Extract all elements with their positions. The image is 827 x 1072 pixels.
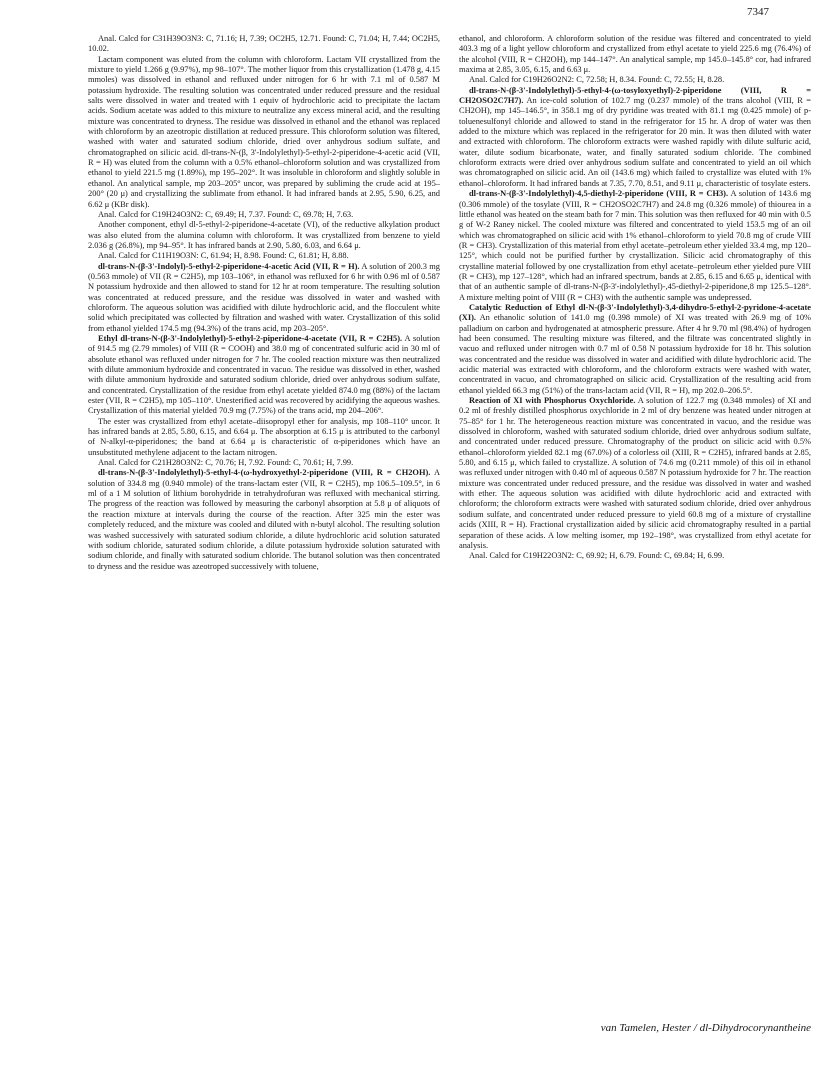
running-footer: van Tamelen, Hester / dl-Dihydrocorynantheine [600, 1022, 811, 1034]
paragraph [88, 251, 440, 261]
paragraph [88, 220, 440, 251]
paragraph [459, 34, 811, 75]
paragraph [88, 458, 440, 468]
paragraph [88, 262, 440, 334]
paragraph [88, 55, 440, 210]
paragraph-text: Anal. Calcd for C11H19O3N: C, 61.94; H, 8.98. Found: C, 61.81; H, 8.88. [98, 251, 349, 261]
paragraph [459, 189, 811, 303]
paragraph-text: Lactam component was eluted from the column with chloroform. Lactam VII crystallized from the mixture to yield 1.266 g (9.97%), mp 98–107°. The mother liquor from this crystallization (1.478 g, 4.15 mmoles) was dissolved in ethanol and refluxed under nitrogen for 6 hr with 7.1 ml of 0.587 M potassium hydroxide. The resulting solution was concentrated under reduced pressure and the residual salts were dissolved in water and treated with 1 equiv of hydrochloric acid to precipitate the lactam acids. Sodium acetate was added to this mixture to neutralize any excess mineral acid, and the resulting mixture was concentrated to dryness. The residue was dissolved in ethanol and the ethanol was replaced with chloroform by an azeotropic distillation at reduced pressure. This chloroform solution was filtered, washed with water and saturated sodium chloride, dried over anhydrous sodium sulfate, and chromatographed on silicic acid. dl-trans-N-(β, 3'-Indolylethyl)-5-ethyl-2-piperidone-4-acetic acid (VII, R = H) was eluted from the column with a 0.5% ethanol–chloroform solution and was crystallized from ethanol to yield 221.5 mg (1.89%), mp 195–202°. It was insoluble in chloroform and slightly soluble in ethanol. An analytical sample, mp 203–205° uncor, was prepared by subliming the crude acid at 195–200° (20 μ) and crystallizing the sublimate from ethanol. It had infrared bands at 2.95, 5.90, 6.25, and 6.62 μ (KBr disk). [88, 54, 440, 209]
paragraph [88, 468, 440, 571]
paragraph-text: A solution of 143.6 mg (0.306 mmole) of the tosylate (VIII, R = CH2OSO2C7H7) and 24.8 mg (0.326 mmole) of thiourea in a little ethanol was heated on the steam bath for 7 min. This solution was then refluxed for 40 min with 0.5 g of W-2 Raney nickel. The cooled mixture was filtered and concentrated to yield 153.5 mg of an oil which was chromatographed on silicic acid with 1% ethanol–chloroform to yield 70.8 mg of crude VIII (R = CH3). Crystallization of this material from ethyl acetate–petroleum ether yielded 33.4 mg, mp 120–125°, which could not be purified further by crystallization. Silicic acid chromatography of this crystalline material followed by one crystallization from ethyl acetate–petroleum ether yielded pure VIII (R = CH3), mp 127–128°, which had an infrared spectrum, bands at 2.85, 6.15 and 6.65 μ, identical with that of an authentic sample of dl-trans-N-(β-3'-indolylethyl)-,45-diethyl-2-piperidone,8 mp 125.5–128°. A mixture melting point of VIII (R = CH3) with the authentic sample was undepressed. [459, 189, 812, 302]
paragraph-text: Anal. Calcd for C19H26O2N2: C, 72.58; H, 8.34. Found: C, 72.55; H, 8.28. [469, 75, 725, 85]
paragraph-text: A solution of 200.3 mg (0.563 mmole) of VII (R = C2H5), mp 103–106°, in ethanol was refluxed for 6 hr with 0.96 ml of 0.587 N potassium hydroxide and then allowed to stand for 12 hr at room temperature. The resulting solution was concentrated at reduced pressure, and the residue was dissolved in water and washed with chloroform. The aqueous solution was acidified with dilute hydrochloric acid, and the flocculent white solid which precipitated was collected by filtration and washed with water. Crystallization of this solid from ethanol yielded 174.5 mg (94.3%) of the trans acid, mp 203–205°. [88, 261, 440, 333]
paragraph [88, 417, 440, 458]
paragraph-text: A solution of 334.8 mg (0.940 mmole) of the trans-lactam ester (VII, R = C2H5), mp 106.5–109.5°, in 6 ml of a 1 M solution of lithium borohydride in tetrahydrofuran was refluxed with mechanical stirring. The progress of the reaction was followed by measuring the carbonyl absorption at 5.8 μ of aliquots of the reaction mixture at intervals during the course of the reaction. After 325 min the ester was completely reduced, and the mixture was cooled and diluted with n-butyl alcohol. The resulting solution was washed successively with saturated sodium chloride, a dilute hydrochloric acid solution saturated with sodium chloride, saturated sodium chloride, a dilute potassium hydroxide solution saturated with sodium chloride, and finally with saturated sodium chloride. The butanol solution was then concentrated to dryness and the residue was azeotroped successively with toluene, [88, 468, 440, 571]
paragraph-text: Anal. Calcd for C19H24O3N2: C, 69.49; H, 7.37. Found: C, 69.78; H, 7.63. [98, 209, 354, 219]
page-number: 7347 [747, 6, 769, 18]
paragraph-text: The ester was crystallized from ethyl acetate–diisopropyl ether for analysis, mp 108–110° uncor. It has infrared bands at 2.85, 5.80, 6.15, and 6.64 μ. The absorption at 6.15 μ is attributed to the carbonyl of N-alkyl-α-piperidones; the band at 6.64 μ is characteristic of α-piperidones which have an unsubstituted methylene adjacent to the lactam nitrogen. [88, 416, 440, 457]
right-column [459, 34, 811, 562]
section-heading: Reaction of XI with Phosphorus Oxychloride. [469, 396, 636, 406]
section-heading: Ethyl dl-trans-N-(β-3'-Indolylethyl)-5-ethyl-2-piperidone-4-acetate (VII, R = C2H5). [98, 333, 403, 343]
section-heading: dl-trans-N-(β-3'-Indolylethyl)-5-ethyl-4-(ω-hydroxyethyl-2-piperidone (VIII, R = CH2OH). [98, 468, 431, 478]
section-heading: dl-trans-N-(β-3'-Indolyl)-5-ethyl-2-piperidone-4-acetic Acid (VII, R = H). [98, 261, 360, 271]
paragraph-text: An ice-cold solution of 102.7 mg (0.237 mmole) of the trans alcohol (VIII, R = CH2OH), mp 145–146.5°, in 358.1 mg of dry pyridine was treated with 81.1 mg (0.425 mmole) of p-toluenesulfonyl chloride and allowed to stand in the refrigerator for 15 hr. A drop of water was then added to the mixture which was replaced in the refrigerator for 20 min. It was then diluted with water and extracted with chloroform. The chloroform extracts were washed rapidly with dilute sulfuric acid, water, dilute sodium bicarbonate, water, and finally saturated sodium chloride. The combined chloroform extracts were dried over anhydrous sodium sulfate and concentrated to yield an oil which was chromatographed on silicic acid. An oil (143.6 mg) which failed to crystallize was eluted with 1% ethanol–chloroform. It had infrared bands at 7.35, 7.70, 8.51, and 9.11 μ, characteristic of tosylate esters. [459, 96, 811, 188]
paragraph [459, 396, 811, 551]
paragraph-text: Anal. Calcd for C31H39O3N3: C, 71.16; H, 7.39; OC2H5, 12.71. Found: C, 71.04; H, 7.44; OC2H5, 10.02. [88, 34, 440, 54]
paragraph [88, 334, 440, 417]
paragraph [88, 210, 440, 220]
paragraph-text: Anal. Calcd for C19H22O3N2: C, 69.92; H, 6.79. Found: C, 69.84; H, 6.99. [469, 551, 725, 561]
paragraph [88, 34, 440, 55]
paragraph-text: Another component, ethyl dl-5-ethyl-2-piperidone-4-acetate (VI), of the reductive alkylation product was also eluted from the alumina column with chloroform. It was crystallized from benzene to yield 2.036 g (26.8%), mp 94–95°. It has infrared bands at 2.90, 5.80, 6.03, and 6.64 μ. [88, 220, 440, 250]
paragraph-text: A solution of 914.5 mg (2.79 mmoles) of VIII (R = COOH) and 38.0 mg of concentrated sulfuric acid in 30 ml of absolute ethanol was refluxed under nitrogen for 7 hr. The cooled reaction mixture was then neutralized with dilute ammonium hydroxide and concentrated in vacuo. The residue was dissolved in ether, washed with dilute ammonium hydroxide and saturated sodium chloride, dried over anhydrous sodium sulfate, and concentrated. Crystallization of the residue from ethyl acetate yielded 874.0 mg (88%) of the lactam ester (VII, R = C2H5), mp 105–110°. Unesterified acid was recovered by acidifying the aqueous washes. Crystallization of this material yielded 70.9 mg (7.75%) of the trans acid, mp 204–206°. [88, 333, 440, 416]
paragraph-text: Anal. Calcd for C21H28O3N2: C, 70.76; H, 7.92. Found: C, 70.61; H, 7.99. [98, 458, 354, 468]
section-heading: dl-trans-N-(β-3'-Indolylethyl)-4,5-diethyl-2-piperidone (VIII, R = CH3). [469, 189, 729, 199]
section-heading: Catalytic Reduction of Ethyl dl-N-(β-3'-Indolylethyl)-3,4-dihydro-5-ethyl-2-pyridone-4-acetate (XI). [459, 302, 811, 323]
paragraph [459, 75, 811, 85]
paragraph-text: ethanol, and chloroform. A chloroform solution of the residue was filtered and concentrated to yield 403.3 mg of a light yellow chloroform and crystallized from ethyl acetate to yield 225.6 mg (76.4%) of the alcohol (VIII, R = CH2OH), mp 144–147°. An analytical sample, mp 145.0–145.8° cor, had infrared maxima at 2.85, 3.05, 6.15, and 6.63 μ. [459, 34, 811, 75]
section-heading: dl-trans-N-(β-3'-Indolylethyl)-5-ethyl-4-(ω-tosyloxyethyl)-2-piperidone (VIII, R = CH2OSO2C7H7). [459, 85, 811, 106]
paragraph-text: A solution of 122.7 mg (0.348 mmoles) of XI and 0.2 ml of freshly distilled phosphorus oxychloride in 2 ml of dry benzene was heated under nitrogen at 75–85° for 1 hr. The heterogeneous reaction mixture was concentrated in vacuo, and the residue was dissolved in chloroform, washed with saturated sodium chloride, dried over anhydrous sodium sulfate, and concentrated under reduced pressure. Chromatography of the product on silicic acid with 0.5% ethanol–chloroform yielded 82.1 mg (67.0%) of a colorless oil (XIII, R = C2H5), infrared bands at 2.85, 5.80, and 6.15 μ, which failed to crystallize. A solution of 74.6 mg (0.211 mmole) of this oil in ethanol was refluxed under nitrogen with 0.40 ml of aqueous 0.587 N potassium hydroxide for 7 hr. The reaction mixture was concentrated under reduced pressure, and the residue was dissolved in water and washed with ether. The aqueous solution was acidified with dilute hydrochloric acid and extracted with chloroform; the chloroform extracts were washed with saturated sodium chloride, dried over anhydrous sodium sulfate, and concentrated under reduced pressure to yield 60.8 mg of a mixture of crystalline acids (XIII, R = H). Fractional crystallization aided by silicic acid chromatography resulted in a partial separation of these acids. A low melting isomer, mp 192–198°, was crystallized from ethyl acetate for analysis. [459, 396, 812, 550]
left-column [88, 34, 440, 572]
paragraph [459, 551, 811, 561]
paragraph [459, 86, 811, 189]
paragraph-text: An ethanolic solution of 141.0 mg (0.398 mmole) of XI was treated with 26.9 mg of 10% palladium on carbon and hydrogenated at atmospheric pressure. After 4 hr 9.70 ml (98.4%) of hydrogen had been consumed. The resulting mixture was filtered, and the filtrate was concentrated slightly in vacuo and refluxed under nitrogen with 0.7 ml of 0.58 N potassium hydroxide for 18 hr. This solution was concentrated and the residue was dissolved in water and acidified with dilute hydrochloric acid. The acidic material was extracted with chloroform, and the chloroform extracts were washed with water, concentrated in vacuo, and chromatographed on silicic acid. Crystallization of the resulting acid from ethanol yielded 66.3 mg (51%) of the trans-lactam acid (VII, R = H), mp 202.0–206.5°. [459, 313, 811, 395]
paragraph [459, 303, 811, 396]
